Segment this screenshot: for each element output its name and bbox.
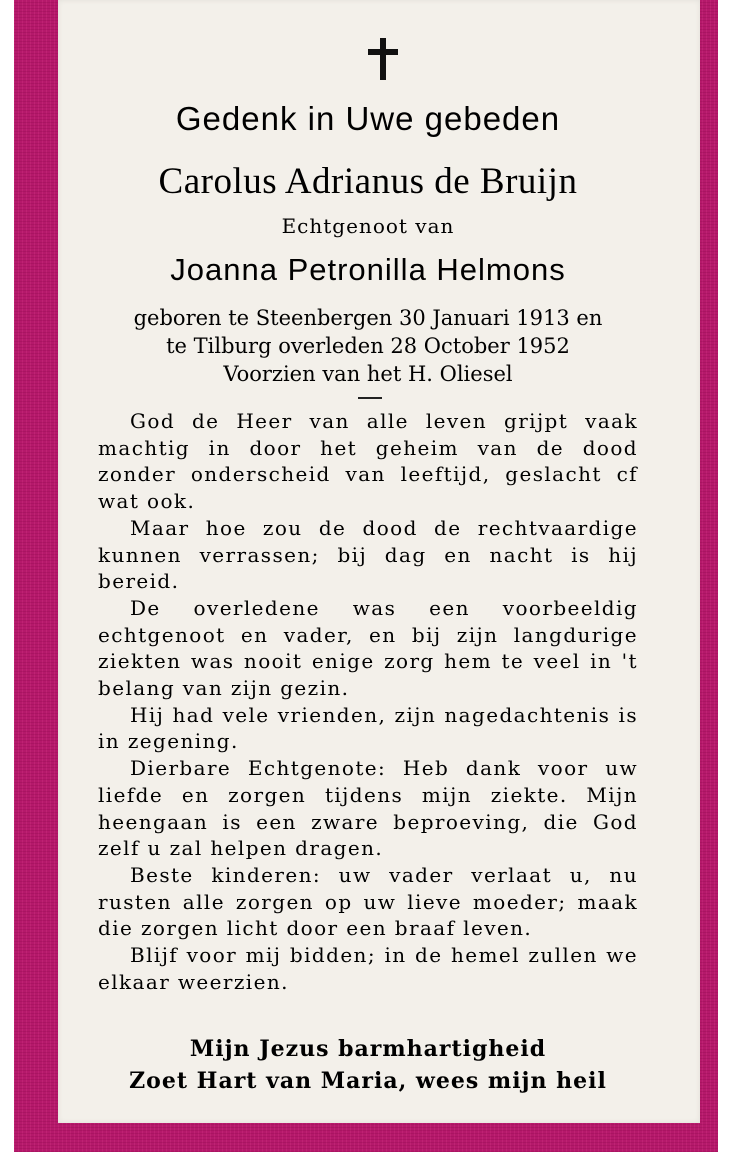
death-line: te Tilburg overleden 28 October 1952	[166, 334, 570, 358]
prayer-line-1: Mijn Jezus barmhartigheid	[189, 1036, 547, 1062]
paragraph: Dierbare Echtgenote: Heb dank voor uw liefde en zorgen tijdens mijn ziekte. Mijn heengaan is een zware beproeving, die God zelf u zal helpen dragen.	[98, 756, 638, 861]
sacrament-line: Voorzien van het H. Oliesel	[223, 362, 513, 386]
paragraph: De overledene was een voorbeeldig echtgenoot en vader, en bij zijn langdurige ziekten was nooit enige zorg hem te veel in 't belang van zijn gezin.	[98, 595, 638, 701]
prayer-line-2: Zoet Hart van Maria, wees mijn heil	[129, 1068, 607, 1094]
memorial-text	[98, 408, 638, 995]
deceased-name: Carolus Adrianus de Bruijn	[158, 161, 578, 202]
spouse-name: Joanna Petronilla Helmons	[170, 252, 566, 287]
paragraph: God de Heer van alle leven grijpt vaak machtig in door het geheim van de dood zonder onderscheid van leeftijd, geslacht cf wat ook.	[98, 409, 638, 514]
birth-line: geboren te Steenbergen 30 Januari 1913 en	[133, 306, 603, 330]
paragraph: Maar hoe zou de dood de rechtvaardige kunnen verrassen; bij dag en nacht is hij bereid.	[98, 515, 638, 594]
spouse-label: Echtgenoot van	[281, 214, 455, 238]
paragraph: Beste kinderen: uw vader verlaat u, nu rusten alle zorgen op uw lieve moeder; maak die zorgen licht door een braaf leven.	[98, 862, 638, 941]
heading: Gedenk in Uwe gebeden	[175, 100, 561, 137]
paragraph: Blijf voor mij bidden; in de hemel zullen we elkaar weerzien.	[98, 943, 638, 994]
paragraph: Hij had vele vrienden, zijn nagedachtenis is in zegening.	[98, 702, 638, 754]
cross-icon	[368, 38, 398, 80]
dates-block	[96, 304, 640, 388]
divider	[358, 397, 382, 399]
